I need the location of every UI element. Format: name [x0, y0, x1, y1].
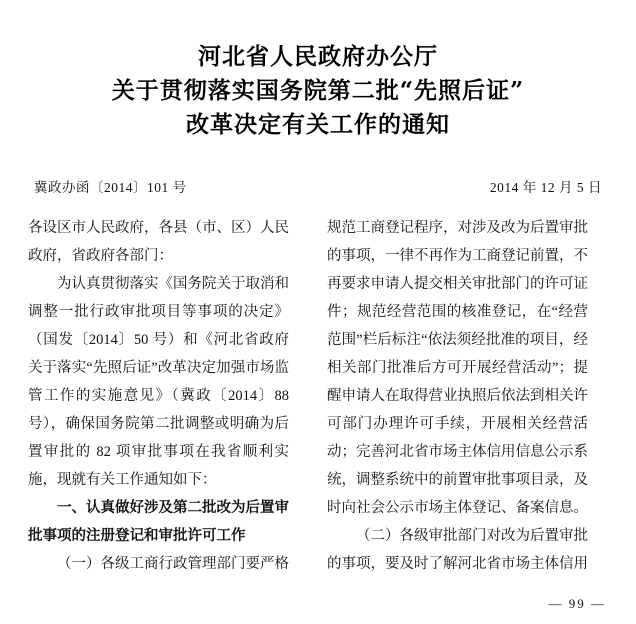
page-number: — 99 — [548, 596, 606, 611]
right-column [327, 214, 588, 578]
paragraph-item-1: （一）各级工商行政管理部门要严格 [57, 556, 289, 572]
paragraph-section-heading-1: 一、认真做好涉及第二批改为后置审批事项的注册登记和审批许可工作 [28, 500, 289, 544]
document-number: 冀政办函〔2014〕101 号 [34, 180, 187, 195]
left-column [28, 214, 289, 578]
document-title [28, 40, 608, 142]
title-line-2: 关于贯彻落实国务院第二批“先照后证” [111, 77, 525, 104]
document-body [28, 214, 608, 578]
document-meta [28, 176, 608, 196]
paragraph-item-2: （二）各级审批部门对改为后置审批的事项，要及时了解河北省市场主体信用 [327, 528, 588, 572]
paragraph-addressee: 各设区市人民政府，各县（市、区）人民政府，省政府各部门： [28, 220, 289, 264]
title-line-1: 河北省人民政府办公厅 [198, 43, 438, 70]
paragraph-preamble: 为认真贯彻落实《国务院关于取消和调整一批行政审批项目等事项的决定》（国发〔2014〕50 号）和《河北省政府关于落实“先照后证”改革决定加强市场监管工作的实施意见》（冀政〔2014〕88 号），确保国务院第二批调整或明确为后置审批的 82 项审批事项在我省顺利实施，现就有关工作通知如下： [28, 276, 289, 488]
title-line-3: 改革决定有关工作的通知 [186, 111, 450, 138]
document-date: 2014 年 12 月 5 日 [489, 180, 602, 195]
paragraph-item-1-cont: 规范工商登记程序，对涉及改为后置审批的事项，一律不再作为工商登记前置，不再要求申请人提交相关审批部门的许可证件；规范经营范围的核准登记，在“经营范围”栏后标注“依法须经批准的项目，经相关部门批准后方可开展经营活动”；提醒申请人在取得营业执照后依法到相关许可部门办理许可手续，开展相关经营活动；完善河北省市场主体信用信息公示系统，调整系统中的前置审批事项目录，及时向社会公示市场主体登记、备案信息。 [327, 220, 588, 516]
